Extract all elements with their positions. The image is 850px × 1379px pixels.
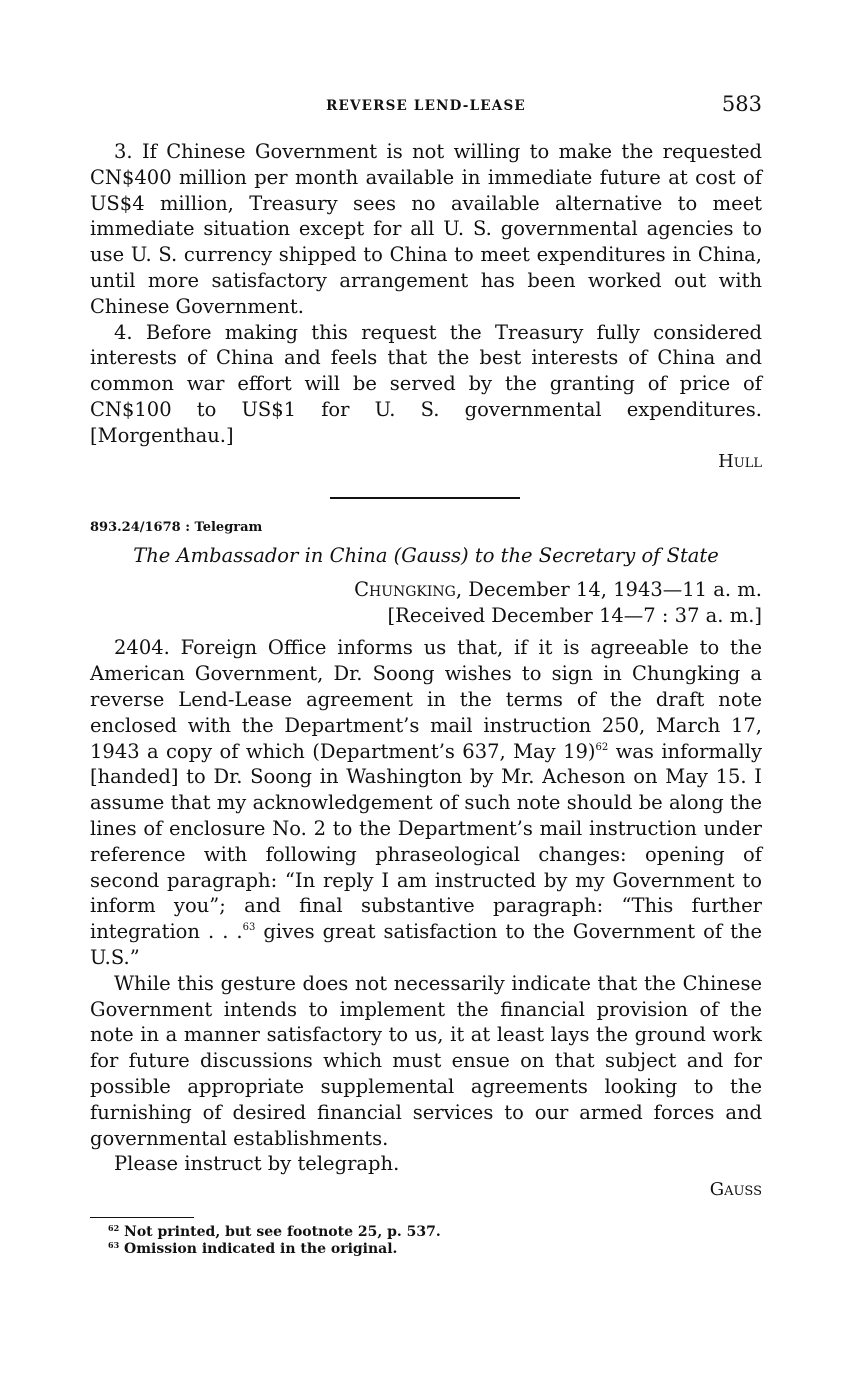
footnote-mark: 63 (108, 1239, 120, 1250)
telegram-paragraph-1-text-c: gives great satisfaction to the Government of the U.S.” (90, 920, 763, 969)
footnote-mark: 62 (108, 1222, 120, 1233)
footnote (108, 1224, 762, 1241)
page-body (90, 139, 762, 1258)
footnote-divider (90, 1217, 194, 1218)
telegram-paragraph-1-text-a: 2404. Foreign Office informs us that, if it is agreeable to the American Government, Dr. Soong wishes to sign in Chungking a reverse Lend-Lease agreement in the terms of the draft note enclosed with the Department’s mail instruction 250, March 17, 1943 a copy of which (Department’s 637, May 19) (90, 636, 762, 763)
telegram-paragraph-1-text-b: was informally [handed] to Dr. Soong in Washington by Mr. Acheson on May 15. I assume that my acknowledgement of such note should be along the lines of enclosure No. 2 to the Department’s mail instruction under reference with following phraseological changes: opening of second paragraph: “In reply I am instructed by my Government to inform you”; and final substantive paragraph: “This further integration . . . (90, 739, 762, 944)
prev-paragraph-4: 4. Before making this request the Treasury fully considered interests of China and feels that the best interests of China and common war effort will be served by the granting of price of CN$100 to US$1 for U. S. governmental expenditures. [Morgenthau.] (90, 320, 762, 447)
footnote-ref-62: 62 (595, 741, 609, 753)
file-number: 893.24/1678 : Telegram (90, 520, 263, 536)
telegram-paragraph-2: While this gesture does not necessarily indicate that the Chinese Government intends to implement the financial provision of the note in a manner satisfactory to us, it at least lays the ground work for future discussions which must ensue on that subject and for possible appropriate supplemental agreements looking to the furnishing of desired financial services to our armed forces and governmental establishments. (90, 971, 762, 1150)
page-number: 583 (721, 92, 762, 116)
place-name: Chungking (354, 578, 456, 602)
telegram-paragraph-3: Please instruct by telegraph. (114, 1152, 400, 1176)
footnote (108, 1241, 762, 1258)
dateline (90, 577, 762, 603)
running-head: REVERSE LEND-LEASE (326, 98, 526, 114)
section-divider (330, 497, 520, 499)
footnote-text: Omission indicated in the original. (124, 1240, 398, 1257)
telegram-signature: Gauss (709, 1179, 762, 1201)
date-time: , December 14, 1943—11 a. m. (455, 578, 762, 602)
telegram-paragraph-1 (90, 635, 762, 970)
received-line: [Received December 14—7 : 37 a. m.] (387, 604, 762, 628)
document-heading: The Ambassador in China (Gauss) to the Secretary of State (133, 544, 719, 568)
footnote-ref-63: 63 (242, 922, 256, 934)
page-header (90, 92, 762, 122)
footnote-text: Not printed, but see footnote 25, p. 537. (124, 1223, 441, 1240)
prev-paragraph-3: 3. If Chinese Government is not willing to make the requested CN$400 million per month available in immediate future at cost of US$4 million, Treasury sees no available alternative to meet immediate situation except for all U. S. governmental agencies to use U. S. currency shipped to China to meet expenditures in China, until more satisfactory arrangement has been worked out with Chinese Government. (90, 140, 762, 318)
prev-signature: Hull (718, 450, 762, 472)
